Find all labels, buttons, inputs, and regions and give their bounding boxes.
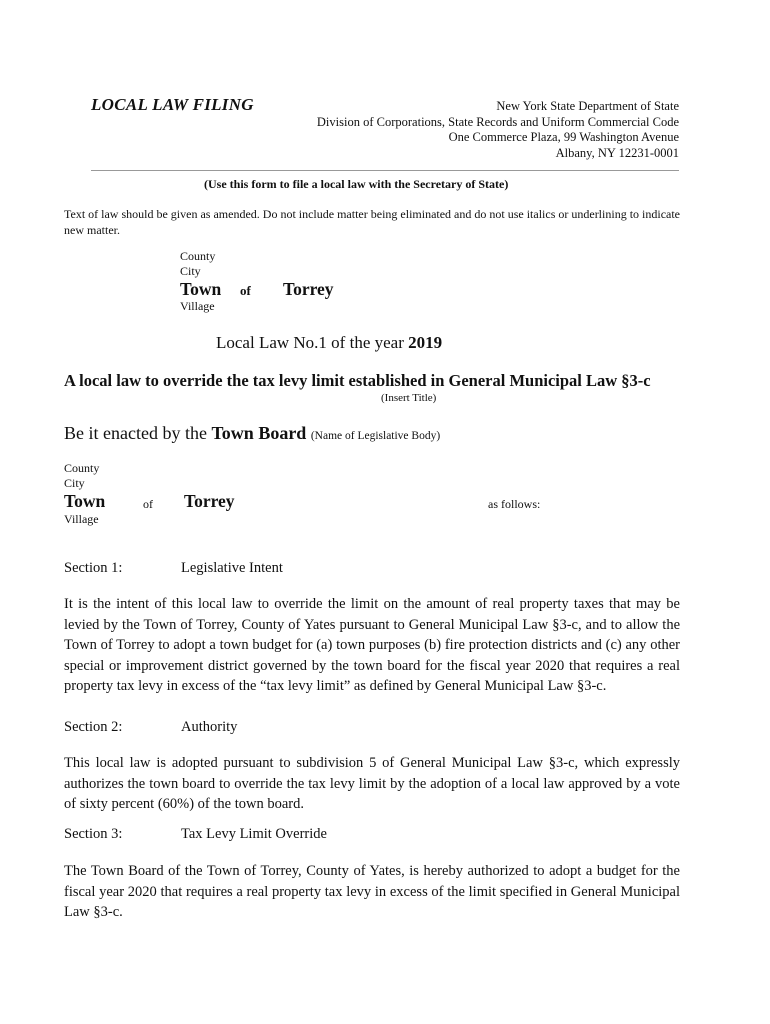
address-line: Albany, NY 12231-0001 [555,145,679,160]
section-heading [64,826,464,843]
option-city: City [64,476,85,490]
local-law-number [216,333,442,353]
section-label: Section 1: [64,560,123,576]
section-heading [64,560,464,577]
address-line: New York State Department of State [496,99,679,113]
section-title: Legislative Intent [181,560,283,576]
section-body: The Town Board of the Town of Torrey, County of Yates, is hereby authorized to adopt a budget for the fiscal year 2020 that requires a real property tax levy in excess of the limit specified in General Municipal Law §3-c. [64,863,680,920]
option-city: City [180,264,201,278]
local-law-prefix: Local Law No.1 of the year [216,333,404,352]
section-heading [64,719,464,736]
option-county: County [180,249,216,263]
option-town-selected: Town [180,279,222,299]
section-title: Authority [181,719,238,735]
law-title: A local law to override the tax levy limit established in General Municipal Law §3-c [64,371,651,390]
section-body: It is the intent of this local law to override the limit on the amount of real property taxes that may be levied by the Town of Torrey, County of Yates pursuant to General Municipal Law §3-c, and to allow the Town of Torrey to adopt a town budget for (a) town purposes (b) fire protection districts and (c) any other special or improvement district governed by the town board for the fiscal year 2020 that requires a real property tax levy in excess of the “tax levy limit” as defined by General Municipal Law §3-c. [64,596,680,694]
address-line: Division of Corporations, State Records and Uniform Commercial Code [316,114,679,129]
of-label: of [143,497,153,511]
option-village: Village [64,512,99,526]
agency-address [317,99,679,161]
option-town-selected: Town [64,491,106,511]
section-body: This local law is adopted pursuant to subdivision 5 of General Municipal Law §3-c, which expressly authorizes the town board to override the tax levy limit by the adoption of a local law approved by a vote of sixty percent (60%) of the town board. [64,755,680,812]
enacted-prefix: Be it enacted by the [64,423,207,443]
instruction-text: (Use this form to file a local law with the Secretary of State) [204,177,509,191]
of-label: of [240,283,251,298]
section-label: Section 2: [64,719,123,735]
header-divider [91,170,679,171]
section-label: Section 3: [64,826,123,842]
legislative-body: Town Board [211,423,307,443]
option-village: Village [180,299,215,313]
as-follows-label: as follows: [488,497,541,511]
option-county: County [64,461,100,475]
local-law-year: 2019 [408,333,443,352]
municipality-name: Torrey [283,279,334,299]
address-line: One Commerce Plaza, 99 Washington Avenue [448,130,679,144]
form-title: LOCAL LAW FILING [91,95,254,114]
municipality-name: Torrey [184,491,235,511]
legislative-body-hint: (Name of Legislative Body) [310,430,441,442]
insert-title-hint: (Insert Title) [381,392,437,404]
note-text: Text of law should be given as amended. Do not include matter being eliminated and do not use italics or underlining to indicate new matter. [64,207,681,237]
enacted-line [64,423,440,444]
section-title: Tax Levy Limit Override [181,826,327,842]
